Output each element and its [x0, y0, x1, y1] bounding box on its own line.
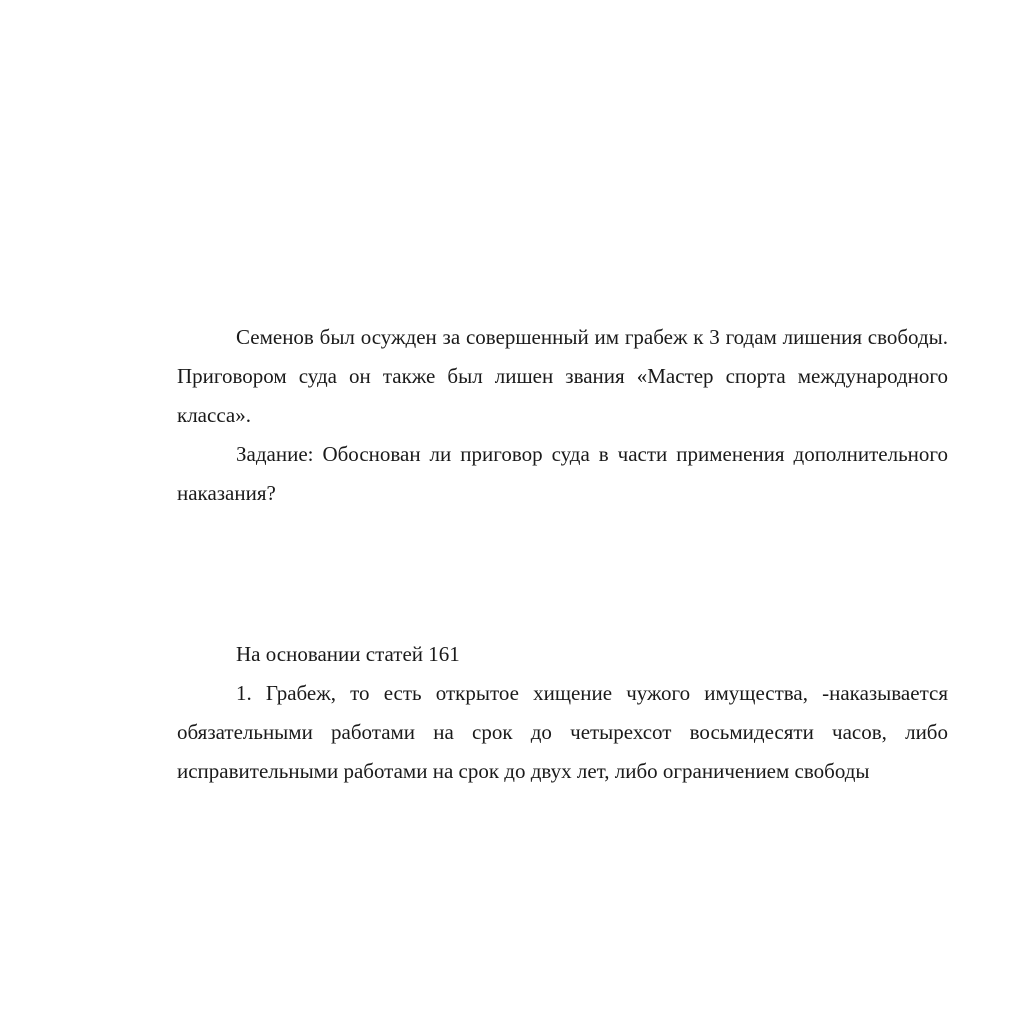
- case-section: [177, 318, 948, 513]
- case-description-paragraph: Семенов был осужден за совершенный им грабеж к 3 годам лишения свободы. Приговором суда он также был лишен звания «Мастер спорта международного класса».: [177, 325, 948, 427]
- answer-section: [177, 635, 948, 791]
- article-161-part-1-paragraph: 1. Грабеж, то есть открытое хищение чужого имущества, -наказывается обязательными работами на срок до четырехсот восьмидесяти часов, либо исправительными работами на срок до двух лет, либо ограничением свободы: [177, 681, 948, 783]
- legal-basis-intro: На основании статей 161: [236, 642, 460, 666]
- task-question-paragraph: Задание: Обоснован ли приговор суда в части применения дополнительного наказания?: [177, 442, 948, 505]
